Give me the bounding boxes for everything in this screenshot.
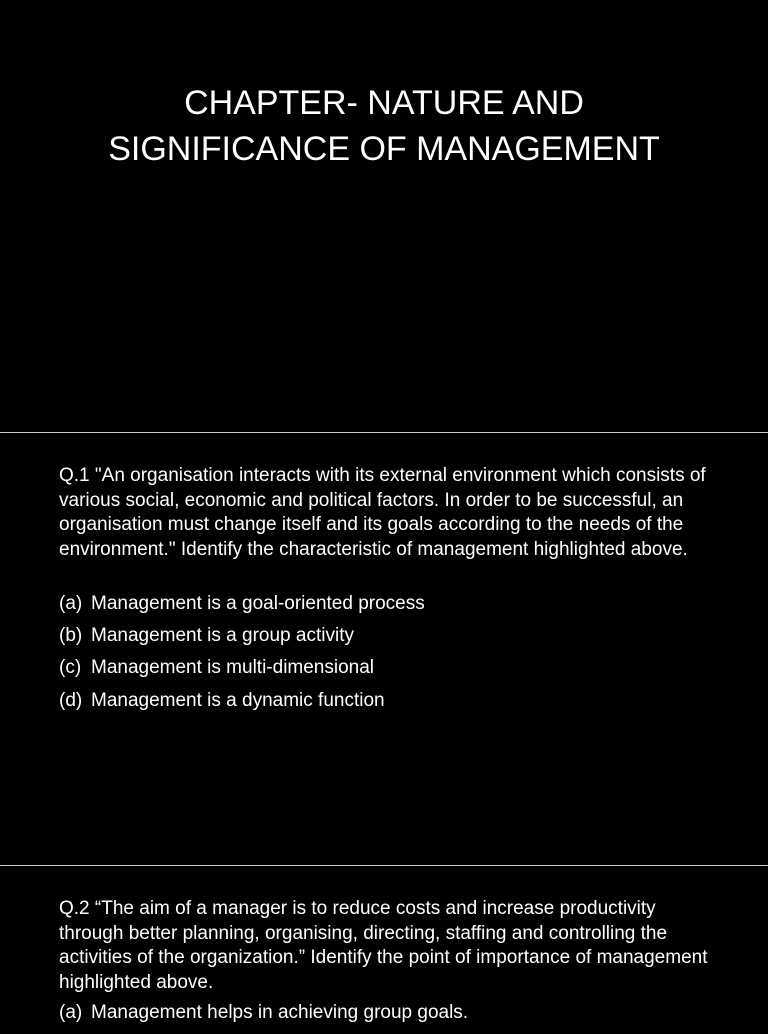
question-text: Q.2 “The aim of a manager is to reduce costs and increase productivity through better planning, organising, directing, staffing and controlling the activities of the organization.” Identify the point of importance of management highlighted above. — [59, 898, 708, 993]
title-slide — [0, 0, 768, 432]
options-list — [59, 1002, 719, 1034]
question-slide-2 — [0, 866, 768, 1024]
option-text: Management is a goal-oriented process — [91, 593, 425, 614]
option-text: Management is a dynamic function — [91, 689, 385, 711]
option-item-b — [59, 625, 719, 657]
option-letter: (b) — [59, 625, 83, 647]
option-item-a — [59, 1002, 719, 1034]
option-item-c — [59, 657, 719, 689]
option-item-a — [59, 593, 719, 625]
question-slide-1 — [0, 433, 768, 865]
chapter-title: CHAPTER- NATURE AND SIGNIFICANCE OF MANAGEMENT — [108, 84, 660, 168]
option-letter: (a) — [59, 593, 83, 614]
option-letter: (c) — [59, 657, 82, 679]
option-item-d — [59, 690, 719, 722]
option-text: Management is multi-dimensional — [91, 657, 375, 679]
option-letter: (d) — [59, 689, 83, 711]
option-letter: (a) — [59, 1002, 83, 1023]
question-text: Q.1 "An organisation interacts with its external environment which consists of various social, economic and political factors. In order to be successful, an organisation must change itself and its goals according to the needs of the environment." Identify the characteristic of management highlighted above. — [59, 465, 706, 560]
option-text: Management is a group activity — [91, 625, 354, 647]
option-text: Management helps in achieving group goals. — [91, 1002, 469, 1023]
options-list — [59, 593, 719, 722]
